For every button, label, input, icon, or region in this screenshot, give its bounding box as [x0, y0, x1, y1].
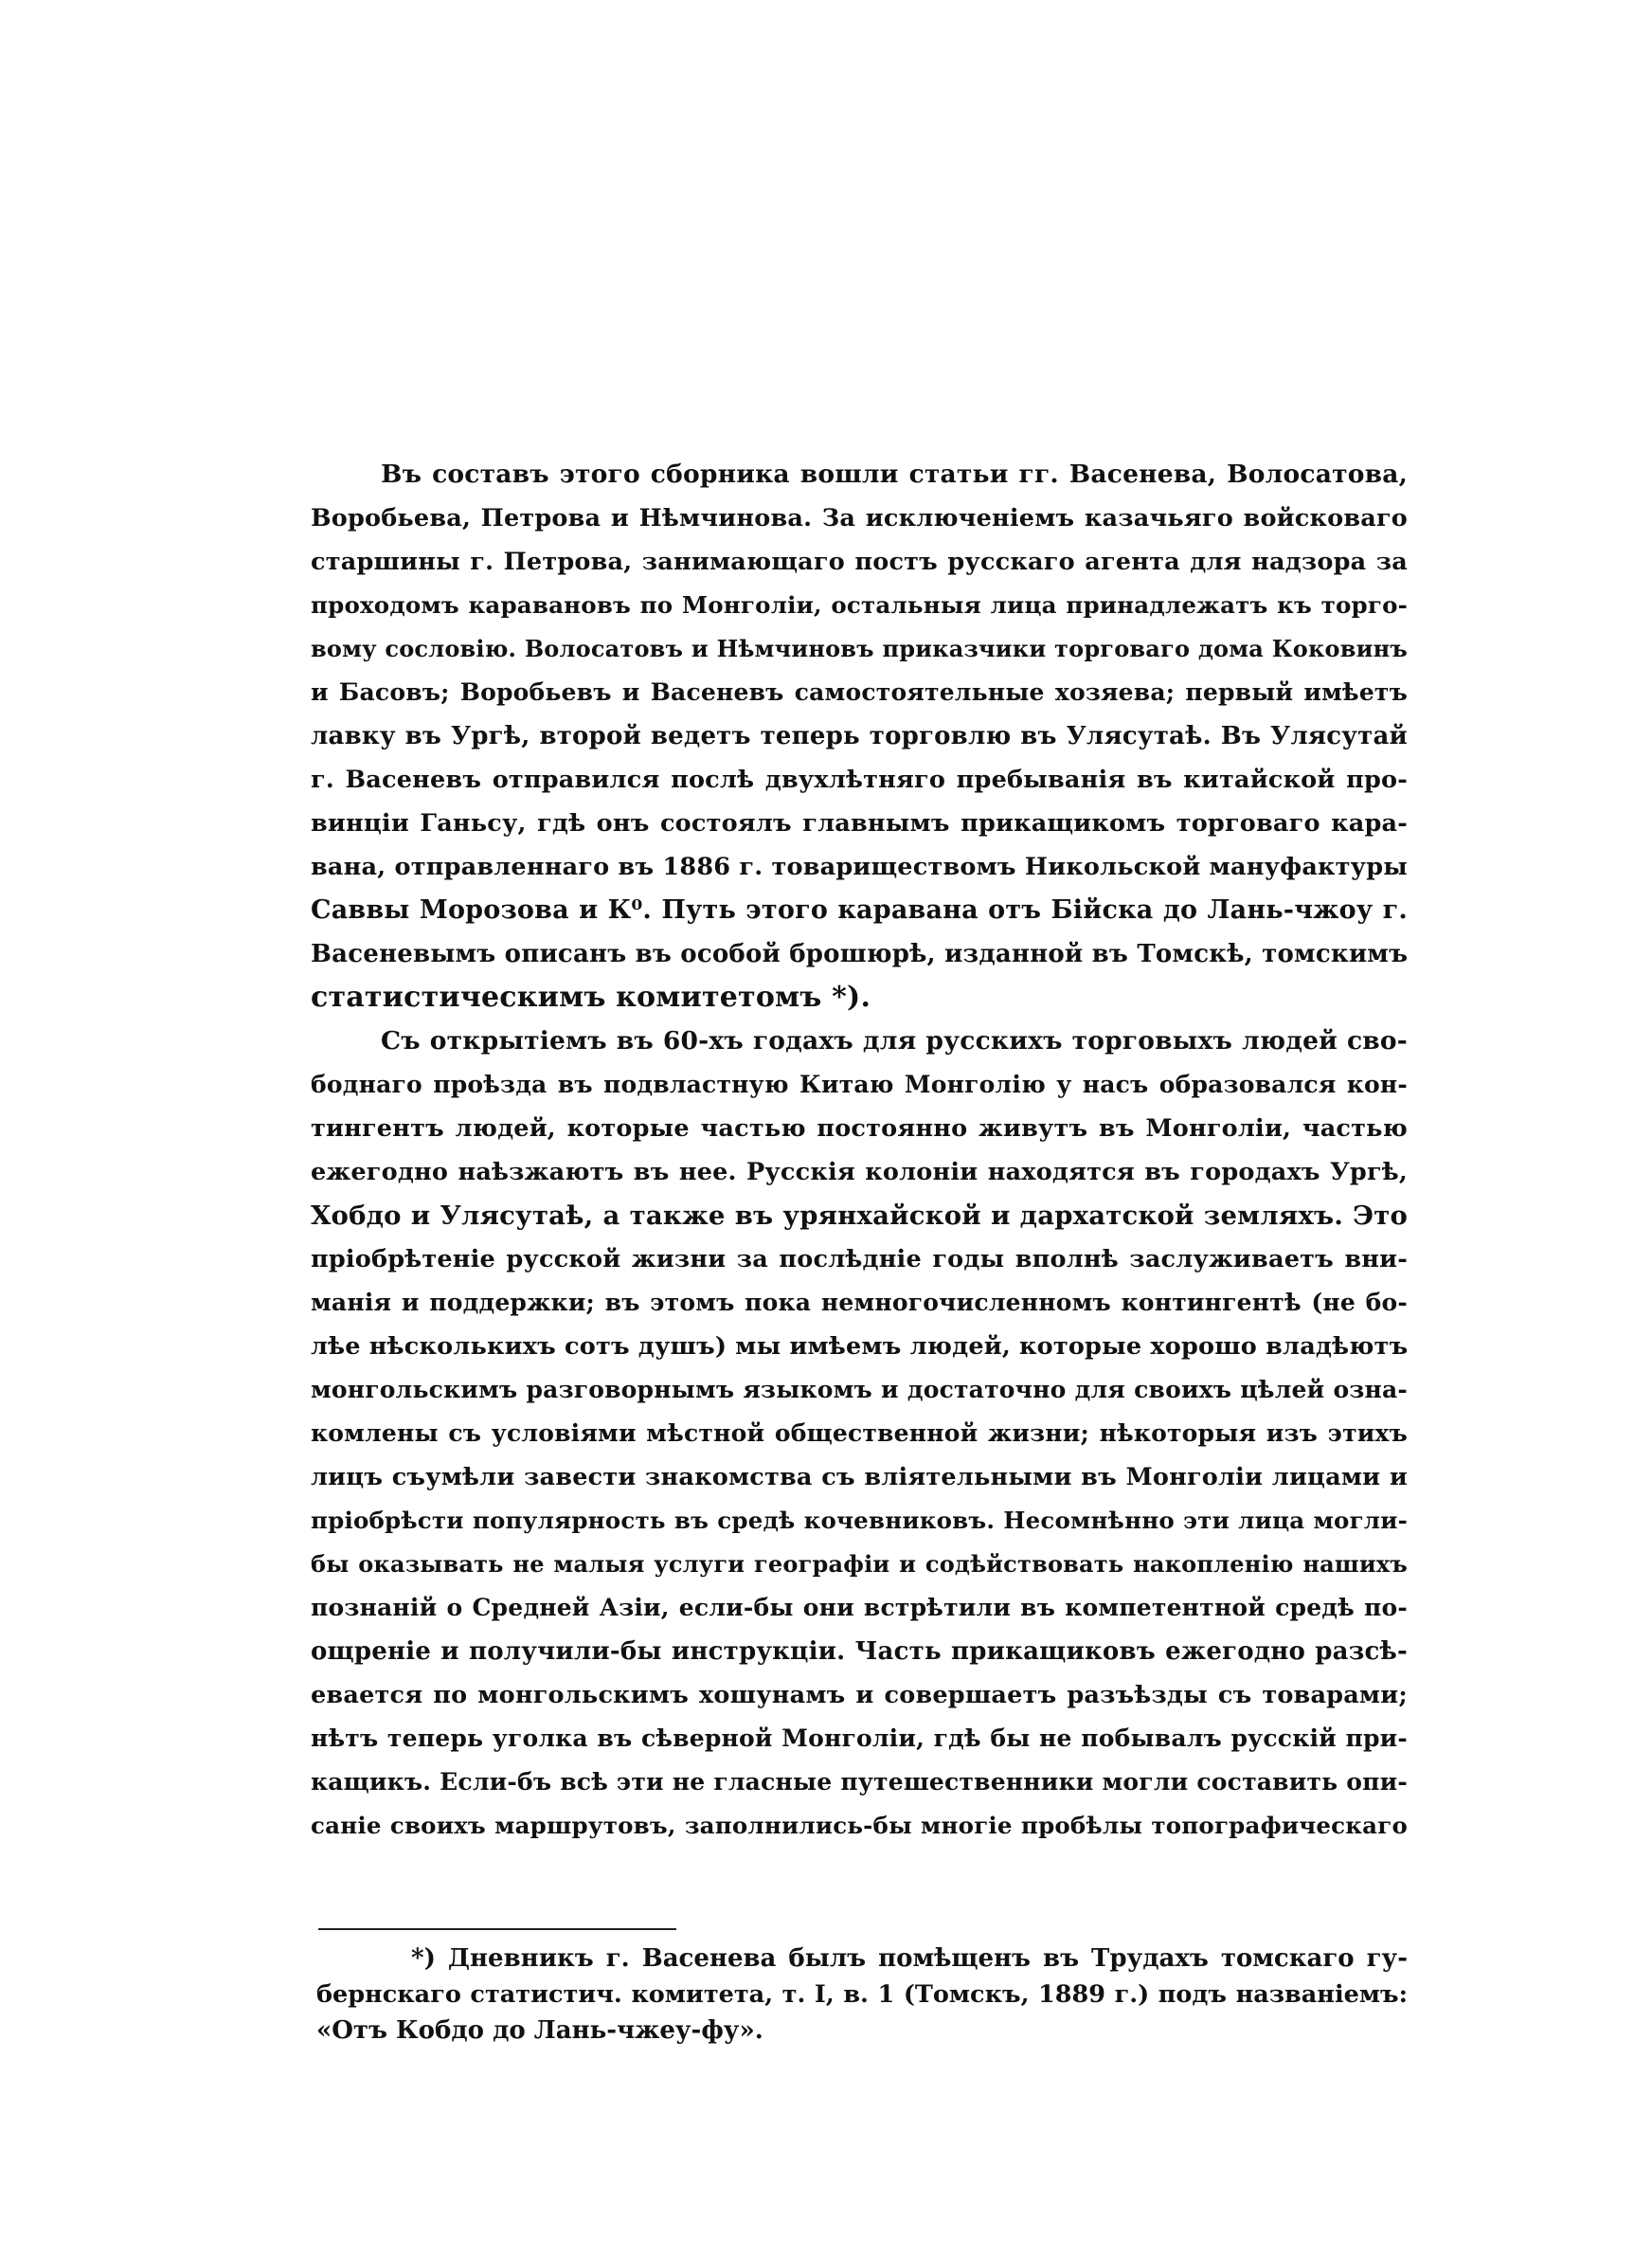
text-line: нѣтъ теперь уголка въ сѣверной Монголіи, гдѣ бы не побывалъ русскій при-: [311, 1724, 1408, 1752]
text-line: статистическимъ комитетомъ *).: [311, 981, 871, 1014]
text-line: ежегодно наѣзжаютъ въ нее. Русскія колоніи находятся въ городахъ Ургѣ,: [311, 1158, 1408, 1186]
text-line: бы оказывать не малыя услуги географіи и содѣйствовать накопленію нашихъ: [311, 1550, 1408, 1578]
text-line: тингентъ людей, которые частью постоянно живутъ въ Монголіи, частью: [311, 1114, 1408, 1143]
text-line: проходомъ каравановъ по Монголіи, остальныя лица принадлежатъ къ торго-: [311, 591, 1408, 619]
text-line: боднаго проѣзда въ подвластную Китаю Монголію у насъ образовался кон-: [311, 1071, 1408, 1098]
footnote: [316, 1941, 1408, 2049]
text-line: г. Васеневъ отправился послѣ двухлѣтняго пребыванія въ китайской про-: [311, 766, 1408, 794]
text-line: винціи Ганьсу, гдѣ онъ состоялъ главнымъ прикащикомъ торговаго кара-: [311, 809, 1408, 838]
text-line: и Басовъ; Воробьевъ и Васеневъ самостоятельные хозяева; первый имѣетъ: [311, 678, 1408, 706]
text-line: манія и поддержки; въ этомъ пока немногочисленномъ контингентѣ (не бо-: [311, 1289, 1408, 1316]
text-line: вана, отправленнаго въ 1886 г. товариществомъ Никольской мануфактуры: [311, 853, 1408, 881]
text-line: вому сословію. Волосатовъ и Нѣмчиновъ приказчики торговаго дома Коковинъ: [311, 635, 1408, 662]
text-line: пріобрѣтеніе русской жизни за послѣдніе годы вполнѣ заслуживаетъ вни-: [311, 1245, 1408, 1273]
text-line: Въ составъ этого сборника вошли статьи гг. Васенева, Волосатова,: [381, 460, 1408, 489]
text-line: Хобдо и Улясутаѣ, а также въ урянхайской и дархатской земляхъ. Это: [311, 1201, 1408, 1231]
text-line: евается по монгольскимъ хошунамъ и совершаетъ разъѣзды съ товарами;: [311, 1681, 1408, 1709]
footnote-divider: [318, 1928, 676, 1930]
text-line: лѣе нѣсколькихъ сотъ душъ) мы имѣемъ людей, которые хорошо владѣютъ: [311, 1332, 1409, 1361]
text-line: Васеневымъ описанъ въ особой брошюрѣ, изданной въ Томскѣ, томскимъ: [311, 940, 1409, 968]
text-line: лицъ съумѣли завести знакомства съ вліятельными въ Монголіи лицами и: [311, 1463, 1408, 1491]
footnote-line: *) Дневникъ г. Васенева былъ помѣщенъ въ Трудахъ томскаго гу-: [411, 1944, 1408, 1973]
text-line: ощреніе и получили-бы инструкціи. Часть прикащиковъ ежегодно разсѣ-: [311, 1637, 1408, 1666]
footnote-line: «Отъ Кобдо до Лань-чжеу-фу».: [316, 2016, 763, 2045]
text-line: Съ открытіемъ въ 60-хъ годахъ для русскихъ торговыхъ людей сво-: [381, 1026, 1408, 1056]
text-line: комлены съ условіями мѣстной общественной жизни; нѣкоторыя изъ этихъ: [311, 1419, 1408, 1447]
footnote-line: бернскаго статистич. комитета, т. I, в. 1 (Томскъ, 1889 г.) подъ названіемъ:: [316, 1980, 1408, 2009]
text-line: Саввы Морозова и К⁰. Путь этого каравана отъ Бійска до Лань-чжоу г.: [311, 895, 1408, 925]
text-line: Воробьева, Петрова и Нѣмчинова. За исключеніемъ казачьяго войсковаго: [311, 504, 1408, 533]
text-line: старшины г. Петрова, занимающаго постъ русскаго агента для надзора за: [311, 548, 1408, 576]
text-line: пріобрѣсти популярность въ средѣ кочевниковъ. Несомнѣнно эти лица могли-: [311, 1507, 1408, 1534]
main-text-block: [311, 453, 1408, 1848]
text-line: кащикъ. Если-бъ всѣ эти не гласные путешественники могли составить опи-: [311, 1768, 1408, 1796]
text-line: монгольскимъ разговорнымъ языкомъ и достаточно для своихъ цѣлей озна-: [311, 1376, 1408, 1403]
text-line: познаній о Средней Азіи, если-бы они встрѣтили въ компетентной средѣ по-: [311, 1594, 1408, 1621]
text-line: саніе своихъ маршрутовъ, заполнились-бы многіе пробѣлы топографическаго: [311, 1812, 1408, 1839]
text-line: лавку въ Ургѣ, второй ведетъ теперь торговлю въ Улясутаѣ. Въ Улясутай: [311, 722, 1408, 750]
